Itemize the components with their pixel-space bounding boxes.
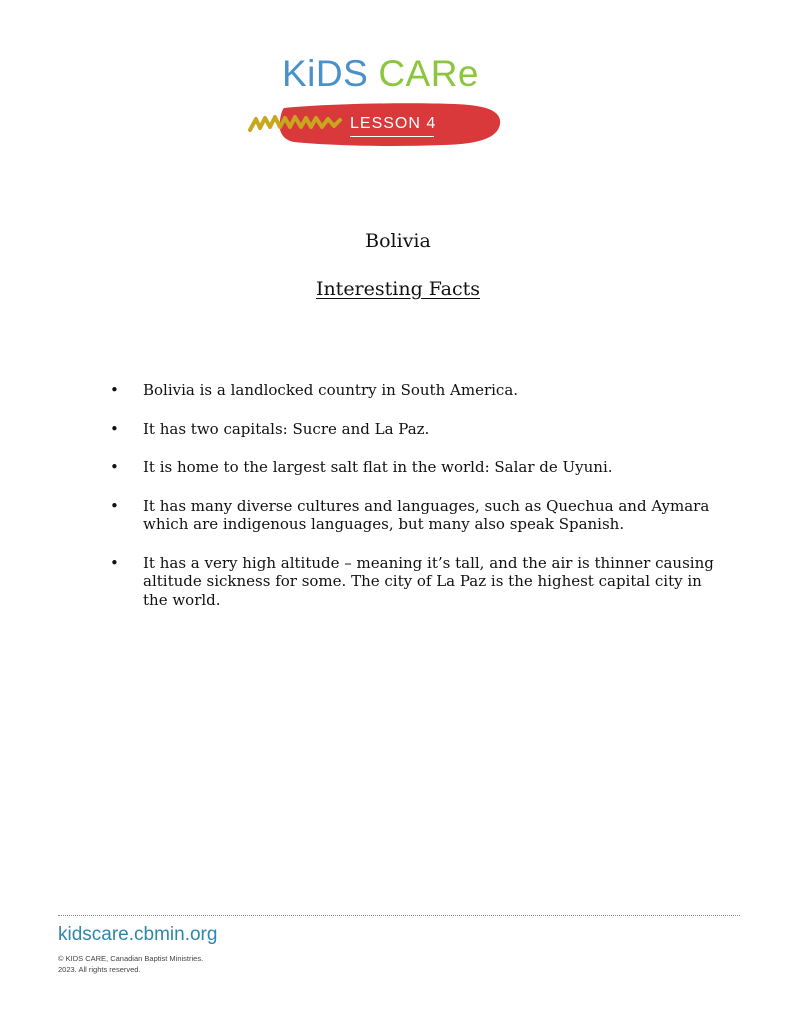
fact-text: It has a very high altitude – meaning it’s tall, and the air is thinner causing altitude sickness for some. The city of La Paz is the highest capital city in the world.: [143, 553, 714, 609]
fact-item: [110, 381, 720, 400]
bullet-icon: •: [110, 458, 119, 476]
footer-website-link[interactable]: kidscare.cbmin.org: [58, 924, 218, 945]
kids-care-logo: [282, 52, 512, 96]
footer-copyright: [58, 953, 278, 975]
copyright-line-2: 2023. All rights reserved.: [58, 965, 141, 974]
lesson-label: LESSON 4: [350, 115, 437, 132]
bullet-icon: •: [110, 553, 119, 572]
bullet-icon: •: [110, 381, 119, 399]
fact-text: Bolivia is a landlocked country in South America.: [143, 381, 519, 399]
logo-kids-text: KiDS: [282, 53, 369, 94]
footer-divider: [58, 915, 740, 916]
lesson-banner: [244, 100, 506, 150]
fact-text: It has many diverse cultures and languages, such as Quechua and Aymara which are indigenous languages, but many also speak Spanish.: [143, 496, 710, 533]
lesson-label-underline: [350, 136, 434, 137]
fact-item: [110, 420, 720, 439]
bullet-icon: •: [110, 419, 119, 438]
fact-item: [110, 458, 720, 477]
page-title: Bolivia: [365, 230, 431, 252]
fact-item: [110, 497, 720, 534]
facts-list: [110, 381, 720, 629]
fact-text: It is home to the largest salt flat in the world: Salar de Uyuni.: [143, 458, 613, 476]
bullet-icon: •: [110, 496, 119, 515]
logo-care-text: CARe: [378, 53, 480, 94]
fact-text: It has two capitals: Sucre and La Paz.: [143, 419, 430, 438]
page-subtitle: Interesting Facts: [315, 278, 481, 300]
copyright-line-1: © KIDS CARE, Canadian Baptist Ministries.: [58, 954, 204, 963]
fact-item: [110, 554, 720, 610]
